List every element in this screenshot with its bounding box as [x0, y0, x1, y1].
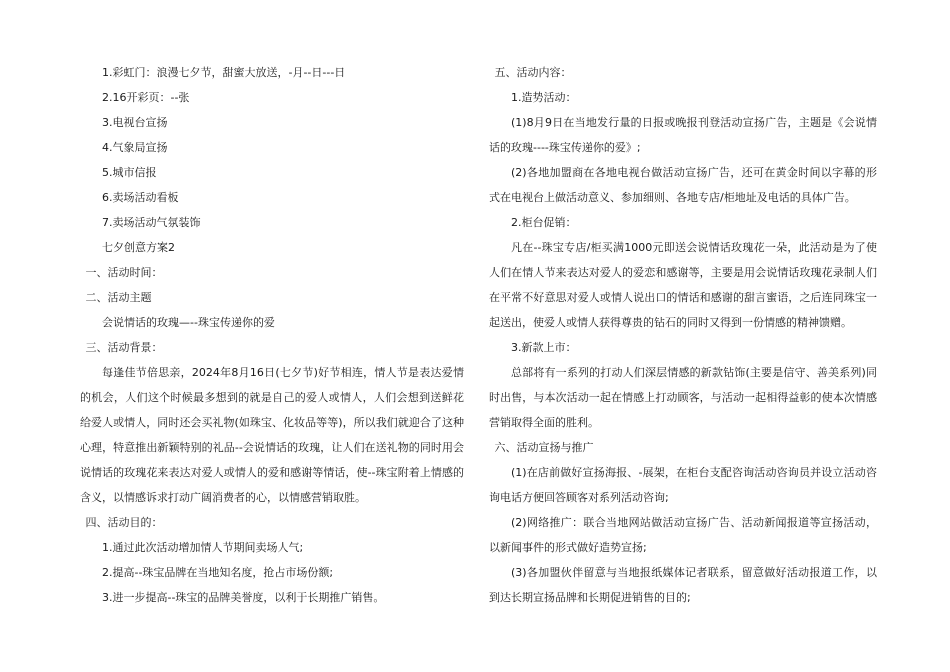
list-item: 5.城市信报 — [102, 166, 157, 179]
list-item: 1.造势活动： — [511, 91, 577, 104]
list-item: 3.进一步提高--珠宝的品牌美誉度，以利于长期推广销售。 — [102, 591, 385, 604]
list-item: 1.彩虹门：浪漫七夕节，甜蜜大放送，-月--日---日 — [102, 66, 346, 79]
body-paragraph: (1)在店前做好宣扬海报、-展架，在柜台支配咨询活动咨询员并设立活动咨询电话方便回答顾客对系列活动咨询; — [489, 466, 877, 504]
section-heading: 四、活动目的： — [85, 516, 163, 529]
list-item: 会说情话的玫瑰—--珠宝传递你的爱 — [102, 316, 275, 329]
right-column — [489, 60, 877, 610]
section-heading: 六、活动宣扬与推广 — [494, 441, 594, 454]
list-item: 1.通过此次活动增加情人节期间卖场人气; — [102, 541, 304, 554]
list-item: 4.气象局宣扬 — [102, 141, 168, 154]
list-item: 2.柜台促销： — [511, 216, 577, 229]
section-heading: 二、活动主题 — [85, 291, 152, 304]
body-paragraph: (2)各地加盟商在各地电视台做活动宣扬广告，还可在黄金时间以字幕的形式在电视台上做活动意义、参加细则、各地专店/柜地址及电话的具体广告。 — [489, 166, 877, 204]
section-heading: 一、活动时间： — [85, 266, 163, 279]
list-item: 6.卖场活动看板 — [102, 191, 179, 204]
body-paragraph: 凡在--珠宝专店/柜买满1000元即送会说情话玫瑰花一朵，此活动是为了使人们在情人节来表达对爱人的爱恋和感谢等，主要是用会说情话玫瑰花录制人们在平常不好意思对爱人或情人说出口的情话和感谢的甜言蜜语，之后连同珠宝一起送出，使爱人或情人获得尊贵的钻石的同时又得到一份情感的精神馈赠。 — [489, 241, 877, 329]
body-paragraph: 每逢佳节倍思亲，2024年8月16日(七夕节)好节相连，情人节是表达爱情的机会，人们这个时候最多想到的就是自己的爱人或情人，人们会想到送鲜花给爱人或情人，同时还会买礼物(如珠宝、化妆品等等)，所以我们就迎合了这种心理，特意推出新颖特别的礼品--会说情话的玫瑰，让人们在送礼物的同时用会说情话的玫瑰花来表达对爱人或情人的爱和感谢等情话，使--珠宝附着上情感的含义，以情感诉求打动广阔消费者的心，以情感营销取胜。 — [80, 366, 464, 504]
list-item: 3.新款上市： — [511, 341, 577, 354]
body-paragraph: 总部将有一系列的打动人们深层情感的新款钻饰(主要是信守、善美系列)同时出售，与本次活动一起在情感上打动顾客，与活动一起相得益彰的使本次情感营销取得全面的胜利。 — [489, 366, 877, 429]
body-paragraph: (3)各加盟伙伴留意与当地报纸媒体记者联系，留意做好活动报道工作，以到达长期宣扬品牌和长期促进销售的目的; — [489, 566, 877, 604]
list-item: 七夕创意方案2 — [102, 241, 175, 254]
left-column — [80, 60, 464, 610]
section-heading: 三、活动背景： — [85, 341, 163, 354]
list-item: 2.16开彩页：--张 — [102, 91, 190, 104]
list-item: 3.电视台宣扬 — [102, 116, 168, 129]
body-paragraph: (2)网络推广：联合当地网站做活动宣扬广告、活动新闻报道等宣扬活动，以新闻事件的形式做好造势宣扬; — [489, 516, 877, 554]
list-item: 2.提高--珠宝品牌在当地知名度，抢占市场份额; — [102, 566, 334, 579]
section-heading: 五、活动内容： — [494, 66, 572, 79]
body-paragraph: (1)8月9日在当地发行量的日报或晚报刊登活动宣扬广告，主题是《会说情话的玫瑰----珠宝传递你的爱》; — [489, 116, 877, 154]
list-item: 7.卖场活动气氛装饰 — [102, 216, 201, 229]
